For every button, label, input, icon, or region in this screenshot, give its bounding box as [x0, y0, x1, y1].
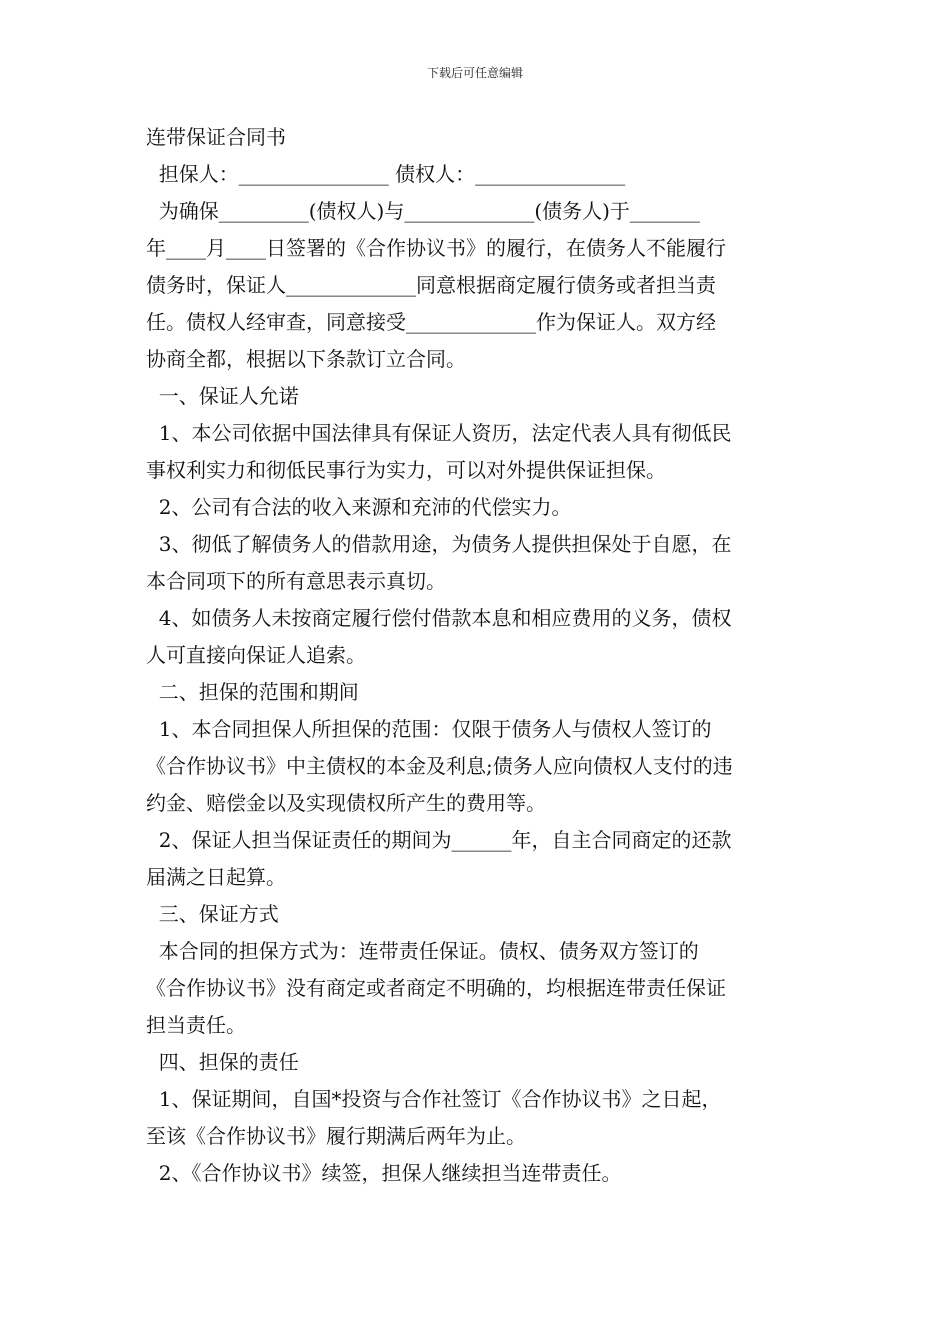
body-line: 届满之日起算。 [146, 865, 286, 889]
section-heading: 三、保证方式 [146, 902, 279, 926]
body-line: 2、保证人担当保证责任的期间为______年，自主合同商定的还款 [146, 828, 732, 852]
body-line: 人可直接向保证人追索。 [146, 643, 366, 667]
body-line: 为确保_________(债权人)与_____________(债务人)于_______ [146, 199, 700, 223]
body-line: 2、《合作协议书》续签，担保人继续担当连带责任。 [146, 1161, 622, 1185]
section-heading: 一、保证人允诺 [146, 384, 299, 408]
section-heading: 二、担保的范围和期间 [146, 680, 359, 704]
body-line: 协商全都，根据以下条款订立合同。 [146, 347, 466, 371]
body-line: 1、本公司依据中国法律具有保证人资历，法定代表人具有彻低民 [146, 421, 732, 445]
document-title: 连带保证合同书 [146, 125, 286, 149]
body-line: 《合作协议书》中主债权的本金及利息;债务人应向债权人支付的违 [146, 754, 733, 778]
parties-line: 担保人：_______________ 债权人：_______________ [146, 162, 626, 186]
page-header: 下载后可任意编辑 [426, 66, 523, 80]
body-line: 事权利实力和彻低民事行为实力，可以对外提供保证担保。 [146, 458, 666, 482]
body-line: 约金、赔偿金以及实现债权所产生的费用等。 [146, 791, 546, 815]
body-line: 至该《合作协议书》履行期满后两年为止。 [146, 1124, 526, 1148]
body-line: 1、本合同担保人所担保的范围：仅限于债务人与债权人签订的 [146, 717, 712, 741]
body-line: 1、保证期间，自国*投资与合作社签订《合作协议书》之日起， [146, 1087, 722, 1111]
section-heading: 四、担保的责任 [146, 1050, 299, 1074]
body-line: 2、公司有合法的收入来源和充沛的代偿实力。 [146, 495, 572, 519]
body-line: 3、彻低了解债务人的借款用途，为债务人提供担保处于自愿，在 [146, 532, 732, 556]
body-line: 4、如债务人未按商定履行偿付借款本息和相应费用的义务，债权 [146, 606, 732, 630]
body-line: 本合同的担保方式为：连带责任保证。债权、债务双方签订的 [146, 939, 699, 963]
body-line: 《合作协议书》没有商定或者商定不明确的，均根据连带责任保证 [146, 976, 726, 1000]
body-line: 年____月____日签署的《合作协议书》的履行，在债务人不能履行 [146, 236, 726, 260]
body-line: 任。债权人经审查，同意接受_____________作为保证人。双方经 [146, 310, 716, 334]
body-line: 本合同项下的所有意思表示真切。 [146, 569, 446, 593]
body-line: 债务时，保证人_____________同意根据商定履行债务或者担当责 [146, 273, 716, 297]
body-line: 担当责任。 [146, 1013, 246, 1037]
